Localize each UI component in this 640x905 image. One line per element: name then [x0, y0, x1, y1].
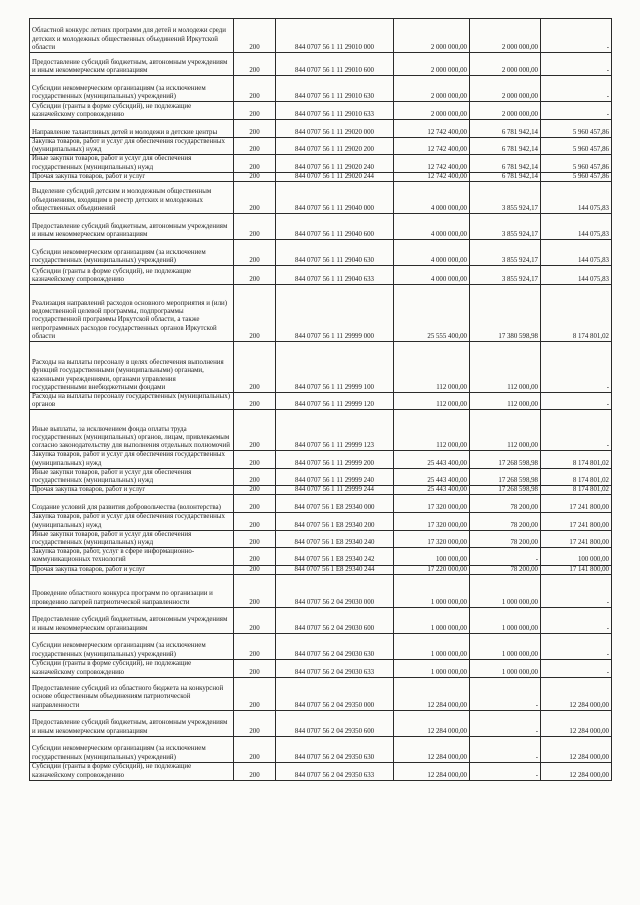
row-budget-classification-code: 844 0707 56 1 11 29999 120 — [276, 393, 394, 410]
row-executed-amount: 112 000,00 — [470, 410, 541, 451]
row-executed-amount: 1 000 000,00 — [470, 607, 541, 633]
table-row — [30, 19, 612, 53]
row-executed-amount: 6 781 942,14 — [470, 138, 541, 155]
row-executed-amount: - — [470, 677, 541, 710]
row-budget-classification-code: 844 0707 56 1 E8 29340 244 — [276, 565, 394, 574]
row-unexecuted-amount: - — [541, 574, 612, 607]
row-approved-amount: 12 284 000,00 — [394, 710, 470, 736]
row-code: 200 — [234, 607, 276, 633]
row-executed-amount: 17 268 598,98 — [470, 468, 541, 485]
row-budget-classification-code: 844 0707 56 2 04 29350 630 — [276, 736, 394, 762]
table-row — [30, 342, 612, 393]
row-code: 200 — [234, 677, 276, 710]
row-approved-amount: 100 000,00 — [394, 548, 470, 565]
row-approved-amount: 112 000,00 — [394, 410, 470, 451]
row-code: 200 — [234, 410, 276, 451]
row-approved-amount: 17 320 000,00 — [394, 495, 470, 513]
row-executed-amount: 2 000 000,00 — [470, 53, 541, 76]
row-unexecuted-amount: 144 075,83 — [541, 214, 612, 240]
row-name: Субсидии некоммерческим организациям (за исключением государственных (муниципальных) учреждений) — [30, 633, 234, 659]
row-code: 200 — [234, 736, 276, 762]
row-executed-amount: 78 200,00 — [470, 565, 541, 574]
row-budget-classification-code: 844 0707 56 2 04 29030 630 — [276, 633, 394, 659]
row-name: Предоставление субсидий бюджетным, автономным учреждениям и иным некоммерческим организациям — [30, 607, 234, 633]
row-unexecuted-amount: - — [541, 102, 612, 120]
row-executed-amount: 3 855 924,17 — [470, 240, 541, 266]
table-row — [30, 182, 612, 214]
row-approved-amount: 12 742 400,00 — [394, 172, 470, 181]
row-unexecuted-amount: - — [541, 342, 612, 393]
row-executed-amount: 78 200,00 — [470, 513, 541, 530]
row-code: 200 — [234, 102, 276, 120]
row-budget-classification-code: 844 0707 56 1 11 29010 630 — [276, 76, 394, 102]
row-executed-amount: - — [470, 548, 541, 565]
row-unexecuted-amount: - — [541, 659, 612, 677]
row-name: Закупка товаров, работ и услуг для обеспечения государственных (муниципальных) нужд — [30, 451, 234, 468]
row-budget-classification-code: 844 0707 56 2 04 29030 633 — [276, 659, 394, 677]
row-code: 200 — [234, 120, 276, 138]
row-approved-amount: 112 000,00 — [394, 393, 470, 410]
row-approved-amount: 112 000,00 — [394, 342, 470, 393]
row-executed-amount: 2 000 000,00 — [470, 76, 541, 102]
row-executed-amount: 1 000 000,00 — [470, 633, 541, 659]
row-executed-amount: 6 781 942,14 — [470, 120, 541, 138]
table-row — [30, 76, 612, 102]
row-executed-amount: 17 268 598,98 — [470, 486, 541, 495]
table-row — [30, 155, 612, 172]
row-code: 200 — [234, 710, 276, 736]
row-executed-amount: 112 000,00 — [470, 342, 541, 393]
row-executed-amount: 78 200,00 — [470, 495, 541, 513]
row-code: 200 — [234, 76, 276, 102]
row-unexecuted-amount: 144 075,83 — [541, 182, 612, 214]
row-code: 200 — [234, 393, 276, 410]
row-name: Расходы на выплаты персоналу государственных (муниципальных) органов — [30, 393, 234, 410]
row-approved-amount: 17 320 000,00 — [394, 513, 470, 530]
table-row — [30, 548, 612, 565]
row-code: 200 — [234, 495, 276, 513]
row-approved-amount: 25 443 400,00 — [394, 486, 470, 495]
row-code: 200 — [234, 172, 276, 181]
row-budget-classification-code: 844 0707 56 1 11 29999 123 — [276, 410, 394, 451]
row-budget-classification-code: 844 0707 56 1 11 29999 244 — [276, 486, 394, 495]
row-unexecuted-amount: 8 174 801,02 — [541, 451, 612, 468]
row-budget-classification-code: 844 0707 56 1 E8 29340 200 — [276, 513, 394, 530]
table-row — [30, 762, 612, 780]
row-code: 200 — [234, 633, 276, 659]
row-budget-classification-code: 844 0707 56 2 04 29350 000 — [276, 677, 394, 710]
row-code: 200 — [234, 285, 276, 342]
row-name: Субсидии некоммерческим организациям (за исключением государственных (муниципальных) учреждений) — [30, 736, 234, 762]
row-approved-amount: 2 000 000,00 — [394, 76, 470, 102]
table-row — [30, 214, 612, 240]
row-approved-amount: 17 220 000,00 — [394, 565, 470, 574]
row-executed-amount: 2 000 000,00 — [470, 19, 541, 53]
row-executed-amount: 1 000 000,00 — [470, 659, 541, 677]
row-unexecuted-amount: 144 075,83 — [541, 240, 612, 266]
row-approved-amount: 4 000 000,00 — [394, 214, 470, 240]
row-unexecuted-amount: 5 960 457,86 — [541, 138, 612, 155]
table-row — [30, 607, 612, 633]
row-code: 200 — [234, 530, 276, 547]
row-approved-amount: 4 000 000,00 — [394, 240, 470, 266]
row-name: Иные закупки товаров, работ и услуг для обеспечения государственных (муниципальных) нужд — [30, 155, 234, 172]
row-unexecuted-amount: 17 241 800,00 — [541, 495, 612, 513]
table-row — [30, 486, 612, 495]
row-name: Проведение областного конкурса программ по организации и проведению лагерей патриотической направленности — [30, 574, 234, 607]
row-executed-amount: - — [470, 710, 541, 736]
row-code: 200 — [234, 513, 276, 530]
table-row — [30, 677, 612, 710]
row-unexecuted-amount: 8 174 801,02 — [541, 486, 612, 495]
table-row — [30, 120, 612, 138]
row-executed-amount: - — [470, 736, 541, 762]
row-budget-classification-code: 844 0707 56 1 E8 29340 240 — [276, 530, 394, 547]
row-code: 200 — [234, 138, 276, 155]
row-executed-amount: 2 000 000,00 — [470, 102, 541, 120]
row-name: Областной конкурс летних программ для детей и молодежи среди детских и молодежных общественных объединений Иркутской области — [30, 19, 234, 53]
row-code: 200 — [234, 468, 276, 485]
row-name: Субсидии (гранты в форме субсидий), не подлежащие казначейскому сопровождению — [30, 659, 234, 677]
row-executed-amount: 78 200,00 — [470, 530, 541, 547]
row-unexecuted-amount: 100 000,00 — [541, 548, 612, 565]
table-row — [30, 633, 612, 659]
row-budget-classification-code: 844 0707 56 1 11 29020 200 — [276, 138, 394, 155]
row-approved-amount: 12 284 000,00 — [394, 677, 470, 710]
row-approved-amount: 1 000 000,00 — [394, 574, 470, 607]
row-unexecuted-amount: 144 075,83 — [541, 266, 612, 285]
table-row — [30, 240, 612, 266]
table-row — [30, 451, 612, 468]
row-approved-amount: 12 742 400,00 — [394, 120, 470, 138]
table-row — [30, 266, 612, 285]
row-budget-classification-code: 844 0707 56 1 11 29999 200 — [276, 451, 394, 468]
row-budget-classification-code: 844 0707 56 1 11 29010 633 — [276, 102, 394, 120]
table-row — [30, 138, 612, 155]
row-code: 200 — [234, 342, 276, 393]
row-executed-amount: 1 000 000,00 — [470, 574, 541, 607]
row-budget-classification-code: 844 0707 56 1 E8 29340 242 — [276, 548, 394, 565]
row-approved-amount: 2 000 000,00 — [394, 19, 470, 53]
row-name: Предоставление субсидий бюджетным, автономным учреждениям и иным некоммерческим организациям — [30, 53, 234, 76]
row-name: Субсидии (гранты в форме субсидий), не подлежащие казначейскому сопровождению — [30, 762, 234, 780]
table-row — [30, 574, 612, 607]
row-approved-amount: 12 284 000,00 — [394, 736, 470, 762]
row-name: Иные закупки товаров, работ и услуг для обеспечения государственных (муниципальных) нужд — [30, 530, 234, 547]
row-name: Иные выплаты, за исключением фонда оплаты труда государственных (муниципальных) органов, лицам, привлекаемым согласно законодательству для выполнения отдельных полномочий — [30, 410, 234, 451]
table-row — [30, 710, 612, 736]
row-unexecuted-amount: 17 241 800,00 — [541, 530, 612, 547]
row-name: Прочая закупка товаров, работ и услуг — [30, 172, 234, 181]
row-budget-classification-code: 844 0707 56 2 04 29030 600 — [276, 607, 394, 633]
row-name: Предоставление субсидий бюджетным, автономным учреждениям и иным некоммерческим организациям — [30, 710, 234, 736]
row-name: Предоставление субсидий из областного бюджета на конкурсной основе общественным объединениям патриотической направленности — [30, 677, 234, 710]
row-name: Предоставление субсидий бюджетным, автономным учреждениям и иным некоммерческим организациям — [30, 214, 234, 240]
row-executed-amount: 3 855 924,17 — [470, 214, 541, 240]
row-budget-classification-code: 844 0707 56 1 11 29999 000 — [276, 285, 394, 342]
row-name: Прочая закупка товаров, работ и услуг — [30, 486, 234, 495]
row-approved-amount: 2 000 000,00 — [394, 102, 470, 120]
row-code: 200 — [234, 182, 276, 214]
row-budget-classification-code: 844 0707 56 1 11 29040 000 — [276, 182, 394, 214]
row-unexecuted-amount: - — [541, 393, 612, 410]
table-row — [30, 53, 612, 76]
row-approved-amount: 1 000 000,00 — [394, 659, 470, 677]
row-name: Направление талантливых детей и молодежи в детские центры — [30, 120, 234, 138]
table-body — [30, 19, 612, 781]
row-executed-amount: 3 855 924,17 — [470, 266, 541, 285]
row-code: 200 — [234, 486, 276, 495]
row-name: Расходы на выплаты персоналу в целях обеспечения выполнения функций государственными (муниципальными) органами, казенными учреждениями, органами управления государственными внебюджетными фондами — [30, 342, 234, 393]
row-unexecuted-amount: - — [541, 410, 612, 451]
row-budget-classification-code: 844 0707 56 1 11 29020 000 — [276, 120, 394, 138]
row-approved-amount: 4 000 000,00 — [394, 266, 470, 285]
row-unexecuted-amount: 12 284 000,00 — [541, 710, 612, 736]
row-executed-amount: - — [470, 762, 541, 780]
table-row — [30, 172, 612, 181]
row-budget-classification-code: 844 0707 56 1 11 29010 000 — [276, 19, 394, 53]
row-approved-amount: 25 443 400,00 — [394, 451, 470, 468]
row-approved-amount: 2 000 000,00 — [394, 53, 470, 76]
row-budget-classification-code: 844 0707 56 1 11 29040 630 — [276, 240, 394, 266]
row-name: Создание условий для развития добровольчества (волонтерства) — [30, 495, 234, 513]
table-row — [30, 530, 612, 547]
row-name: Реализация направлений расходов основного мероприятия и (или) ведомственной целевой программы, подпрограммы государственной программы Иркутской области, а также непрограммных расходов государственных органов Иркутской области — [30, 285, 234, 342]
row-unexecuted-amount: 12 284 000,00 — [541, 762, 612, 780]
row-code: 200 — [234, 762, 276, 780]
row-unexecuted-amount: 8 174 801,02 — [541, 468, 612, 485]
row-budget-classification-code: 844 0707 56 1 11 29999 100 — [276, 342, 394, 393]
row-executed-amount: 6 781 942,14 — [470, 155, 541, 172]
row-unexecuted-amount: 17 141 800,00 — [541, 565, 612, 574]
row-executed-amount: 3 855 924,17 — [470, 182, 541, 214]
row-unexecuted-amount: - — [541, 76, 612, 102]
row-code: 200 — [234, 240, 276, 266]
row-unexecuted-amount: 5 960 457,86 — [541, 120, 612, 138]
table-row — [30, 102, 612, 120]
row-unexecuted-amount: 12 284 000,00 — [541, 736, 612, 762]
row-unexecuted-amount: 8 174 801,02 — [541, 285, 612, 342]
row-unexecuted-amount: 5 960 457,86 — [541, 172, 612, 181]
row-name: Субсидии некоммерческим организациям (за исключением государственных (муниципальных) учреждений) — [30, 240, 234, 266]
row-unexecuted-amount: 5 960 457,86 — [541, 155, 612, 172]
row-code: 200 — [234, 659, 276, 677]
row-approved-amount: 25 443 400,00 — [394, 468, 470, 485]
row-name: Закупка товаров, работ и услуг для обеспечения государственных (муниципальных) нужд — [30, 513, 234, 530]
row-name: Выделение субсидий детским и молодежным общественным объединениям, входящим в реестр детских и молодежных общественных объединений — [30, 182, 234, 214]
table-row — [30, 468, 612, 485]
row-executed-amount: 112 000,00 — [470, 393, 541, 410]
table-row — [30, 410, 612, 451]
row-code: 200 — [234, 565, 276, 574]
row-budget-classification-code: 844 0707 56 1 11 29040 633 — [276, 266, 394, 285]
row-unexecuted-amount: - — [541, 19, 612, 53]
row-budget-classification-code: 844 0707 56 1 11 29040 600 — [276, 214, 394, 240]
row-approved-amount: 12 742 400,00 — [394, 138, 470, 155]
row-code: 200 — [234, 155, 276, 172]
row-budget-classification-code: 844 0707 56 2 04 29030 000 — [276, 574, 394, 607]
row-code: 200 — [234, 574, 276, 607]
table-row — [30, 565, 612, 574]
row-budget-classification-code: 844 0707 56 1 E8 29340 000 — [276, 495, 394, 513]
table-row — [30, 736, 612, 762]
budget-execution-table — [29, 18, 612, 781]
table-row — [30, 659, 612, 677]
row-code: 200 — [234, 19, 276, 53]
row-code: 200 — [234, 53, 276, 76]
row-approved-amount: 12 742 400,00 — [394, 155, 470, 172]
row-budget-classification-code: 844 0707 56 1 11 29020 244 — [276, 172, 394, 181]
row-unexecuted-amount: - — [541, 633, 612, 659]
row-name: Закупка товаров, работ, услуг в сфере информационно-коммуникационных технологий — [30, 548, 234, 565]
row-approved-amount: 12 284 000,00 — [394, 762, 470, 780]
row-executed-amount: 6 781 942,14 — [470, 172, 541, 181]
row-unexecuted-amount: - — [541, 53, 612, 76]
row-executed-amount: 17 268 598,98 — [470, 451, 541, 468]
row-unexecuted-amount: 12 284 000,00 — [541, 677, 612, 710]
row-code: 200 — [234, 451, 276, 468]
table-row — [30, 285, 612, 342]
row-budget-classification-code: 844 0707 56 2 04 29350 600 — [276, 710, 394, 736]
row-approved-amount: 25 555 400,00 — [394, 285, 470, 342]
row-name: Субсидии (гранты в форме субсидий), не подлежащие казначейскому сопровождению — [30, 266, 234, 285]
row-name: Субсидии некоммерческим организациям (за исключением государственных (муниципальных) учреждений) — [30, 76, 234, 102]
row-name: Прочая закупка товаров, работ и услуг — [30, 565, 234, 574]
row-name: Закупка товаров, работ и услуг для обеспечения государственных (муниципальных) нужд — [30, 138, 234, 155]
row-name: Иные закупки товаров, работ и услуг для обеспечения государственных (муниципальных) нужд — [30, 468, 234, 485]
table-row — [30, 513, 612, 530]
row-approved-amount: 1 000 000,00 — [394, 607, 470, 633]
row-budget-classification-code: 844 0707 56 2 04 29350 633 — [276, 762, 394, 780]
row-code: 200 — [234, 214, 276, 240]
row-name: Субсидии (гранты в форме субсидий), не подлежащие казначейскому сопровождению — [30, 102, 234, 120]
row-approved-amount: 1 000 000,00 — [394, 633, 470, 659]
row-code: 200 — [234, 266, 276, 285]
row-code: 200 — [234, 548, 276, 565]
row-approved-amount: 17 320 000,00 — [394, 530, 470, 547]
table-row — [30, 393, 612, 410]
row-budget-classification-code: 844 0707 56 1 11 29999 240 — [276, 468, 394, 485]
table-row — [30, 495, 612, 513]
row-unexecuted-amount: 17 241 800,00 — [541, 513, 612, 530]
row-executed-amount: 17 380 598,98 — [470, 285, 541, 342]
row-unexecuted-amount: - — [541, 607, 612, 633]
row-budget-classification-code: 844 0707 56 1 11 29010 600 — [276, 53, 394, 76]
row-approved-amount: 4 000 000,00 — [394, 182, 470, 214]
row-budget-classification-code: 844 0707 56 1 11 29020 240 — [276, 155, 394, 172]
